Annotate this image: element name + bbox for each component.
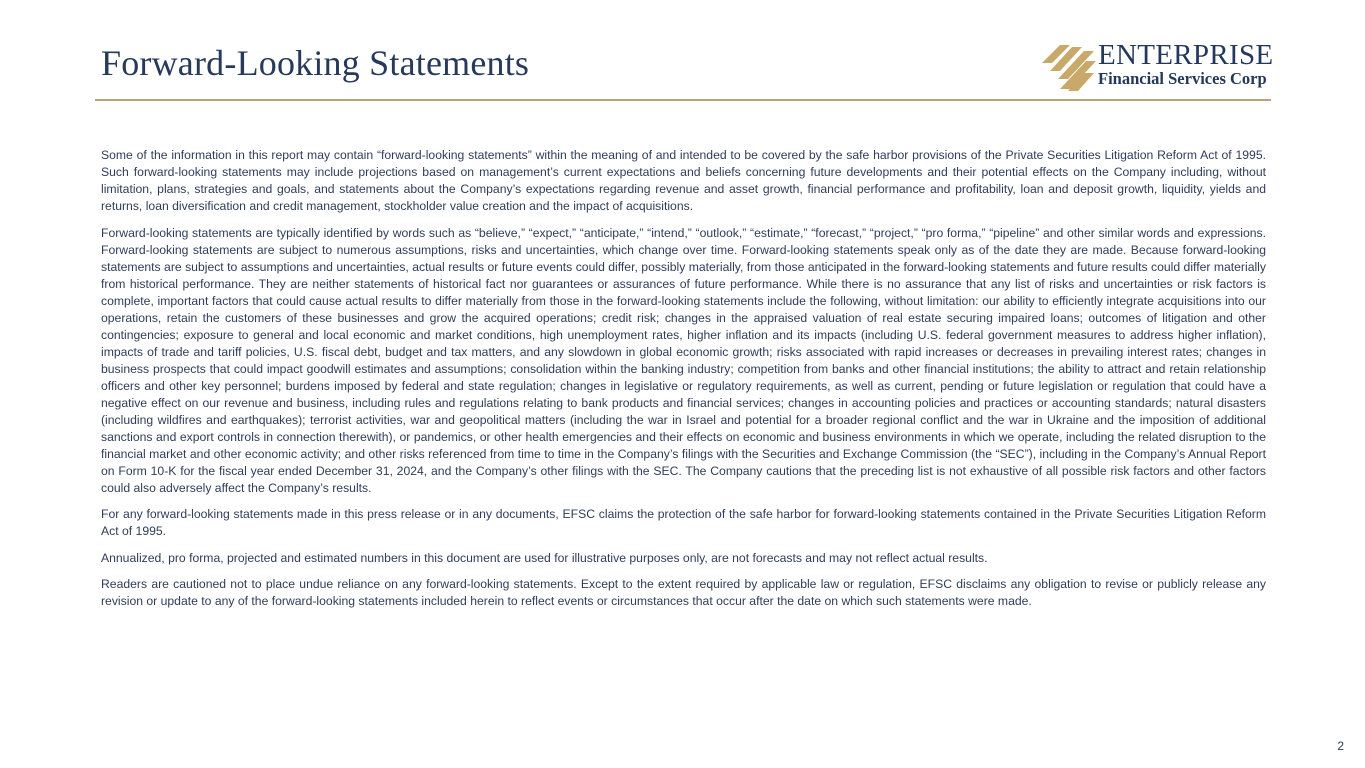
logo-name: ENTERPRISE [1098,39,1274,71]
title-divider [95,99,1271,101]
paragraph-risk-factors: Forward-looking statements are typically identified by words such as “believe,” “expect,” “anticipate,” “intend,” “outlook,” “estimate,” “forecast,” “project,” “pro forma,” “pipeline” and other similar words and expressions. Forward-looking statements are subject to numerous assumptions, risks and uncertainties, which change over time. Forward-looking statements speak only as of the date they are made. Because forward-looking statements are subject to assumptions and uncertainties, actual results or future events could differ, possibly materially, from those anticipated in the forward-looking statements and future results could differ materially from historical performance. They are neither statements of historical fact nor guarantees or assurances of future performance. While there is no assurance that any list of risks and uncertainties or risk factors is complete, important factors that could cause actual results to differ materially from those in the forward-looking statements include the following, without limitation: our ability to efficiently integrate acquisitions into our operations, retain the customers of these businesses and grow the acquired operations; credit risk; changes in the appraised valuation of real estate securing impaired loans; outcomes of litigation and other contingencies; exposure to general and local economic and market conditions, high unemployment rates, higher inflation and its impacts (including U.S. federal government measures to address higher inflation), impacts of trade and tariff policies, U.S. fiscal debt, budget and tax matters, and any slowdown in global economic growth; risks associated with rapid increases or decreases in prevailing interest rates; changes in business prospects that could impact goodwill estimates and assumptions; consolidation within the banking industry; competition from banks and other financial institutions; the ability to attract and retain relationship officers and other key personnel; burdens imposed by federal and state regulation; changes in legislative or regulatory requirements, as well as current, pending or future legislation or regulation that could have a negative effect on our revenue and business, including rules and regulations relating to bank products and financial services; changes in accounting policies and practices or accounting standards; natural disasters (including wildfires and earthquakes); terrorist activities, war and geopolitical matters (including the war in Israel and potential for a broader regional conflict and the war in Ukraine and the imposition of additional sanctions and export controls in connection therewith), or pandemics, or other health emergencies and their effects on economic and business environments in which we operate, including the related disruption to the financial market and other economic activity; and other risks referenced from time to time in the Company’s filings with the Securities and Exchange Commission (the “SEC”), including in the Company’s Annual Report on Form 10-K for the fiscal year ended December 31, 2024, and the Company’s other filings with the SEC. The Company cautions that the preceding list is not exhaustive of all possible risk factors and other factors could also adversely affect the Company’s results. [101,225,1266,495]
page-number: 2 [1337,739,1344,753]
paragraph-safe-harbor: For any forward-looking statements made in this press release or in any documents, EFSC claims the protection of the safe harbor for forward-looking statements contained in the Private Securities Litigation Reform Act of 1995. [101,507,1266,538]
paragraph-reliance: Readers are cautioned not to place undue reliance on any forward-looking statements. Except to the extent required by applicable law or regulation, EFSC disclaims any obligation to revise or publicly release any revision or update to any of the forward-looking statements included herein to reflect events or circumstances that occur after the date on which such statements were made. [101,577,1266,608]
statement-body [101,147,1266,620]
company-logo [1040,39,1275,93]
paragraph-illustrative: Annualized, pro forma, projected and estimated numbers in this document are used for illustrative purposes only, are not forecasts and may not reflect actual results. [101,550,988,565]
logo-mark-icon [1040,43,1096,93]
page-title: Forward-Looking Statements [101,43,530,83]
paragraph-intro: Some of the information in this report may contain “forward-looking statements” within the meaning of and intended to be covered by the safe harbor provisions of the Private Securities Litigation Reform Act of 1995. Such forward-looking statements may include projections based on management’s current expectations and beliefs concerning future developments and their potential effects on the Company including, without limitation, plans, strategies and goals, and statements about the Company’s expectations regarding revenue and asset growth, financial performance and profitability, loan and deposit growth, liquidity, yields and returns, loan diversification and credit management, stockholder value creation and the impact of acquisitions. [101,148,1266,213]
logo-subtitle: Financial Services Corp [1098,69,1267,88]
